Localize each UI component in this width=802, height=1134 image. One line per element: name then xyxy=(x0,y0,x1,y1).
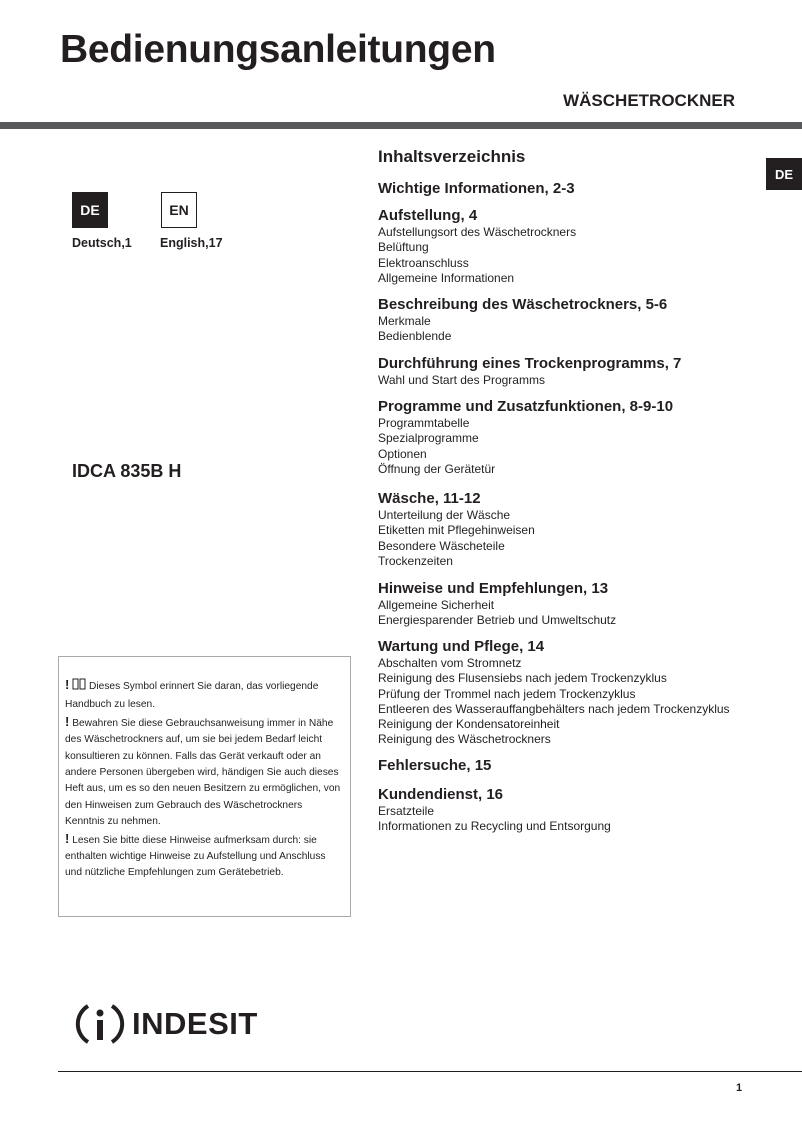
toc-heading[interactable]: Programme und Zusatzfunktionen, 8-9-10 xyxy=(378,398,674,415)
toc-heading[interactable]: Wartung und Pflege, 14 xyxy=(378,638,545,655)
warning-icon: ! xyxy=(65,677,70,692)
toc-item[interactable]: Aufstellungsort des Wäschetrockners xyxy=(378,225,577,239)
toc-heading[interactable]: Durchführung eines Trockenprogramms, 7 xyxy=(378,355,682,372)
toc-heading[interactable]: Wichtige Informationen, 2-3 xyxy=(378,180,575,197)
safety-note-box xyxy=(58,656,351,917)
toc-item[interactable]: Energiesparender Betrieb und Umweltschutz xyxy=(378,613,617,628)
toc-item[interactable]: Entleeren des Wasserauffangbehälters nach jedem Trockenzyklus xyxy=(378,701,730,716)
language-en-label: English,17 xyxy=(160,236,223,250)
toc-item[interactable]: Trockenzeiten xyxy=(378,553,453,568)
toc-section xyxy=(378,580,616,629)
toc-section xyxy=(378,638,730,748)
toc-section xyxy=(378,296,667,345)
toc-item[interactable]: Wahl und Start des Programms xyxy=(378,373,545,387)
note-paragraph: ! Lesen Sie bitte diese Hinweise aufmerksam durch: sie enthalten wichtige Hinweise zu Aufstellung und Anschluss und nützliche Empfehlungen zum Gerätebetrieb. xyxy=(65,830,326,879)
toc-section xyxy=(378,355,681,388)
language-de-box[interactable]: DE xyxy=(72,192,108,228)
toc-section xyxy=(378,180,575,198)
toc-item[interactable]: Reinigung des Flusensiebs nach jedem Trockenzyklus xyxy=(378,671,667,686)
page-title: Bedienungsanleitungen xyxy=(60,28,496,71)
toc-item[interactable]: Besondere Wäscheteile xyxy=(378,538,505,553)
toc-item[interactable]: Unterteilung der Wäsche xyxy=(378,508,511,522)
toc-item[interactable]: Informationen zu Recycling und Entsorgung xyxy=(378,819,611,834)
toc-section xyxy=(378,786,611,835)
note-paragraph: ! Dieses Symbol erinnert Sie daran, das vorliegende Handbuch zu lesen. xyxy=(65,677,319,711)
toc-heading[interactable]: Kundendienst, 16 xyxy=(378,786,504,803)
toc-item[interactable]: Prüfung der Trommel nach jedem Trockenzyklus xyxy=(378,686,636,701)
footer-divider xyxy=(58,1071,802,1072)
indesit-logo xyxy=(74,1000,258,1048)
language-side-tab: DE xyxy=(766,158,802,190)
language-de-label: Deutsch,1 xyxy=(72,236,132,250)
toc-item[interactable]: Reinigung der Kondensatoreinheit xyxy=(378,717,560,732)
toc-item[interactable]: Belüftung xyxy=(378,240,429,255)
model-number: IDCA 835B H xyxy=(72,461,182,481)
brand-name: INDESIT xyxy=(132,1006,258,1041)
warning-icon: ! xyxy=(65,713,70,729)
toc-item[interactable]: Programmtabelle xyxy=(378,416,470,430)
toc-section xyxy=(378,490,535,569)
product-type: WÄSCHETROCKNER xyxy=(563,91,735,110)
book-icon xyxy=(72,677,86,697)
toc-heading[interactable]: Fehlersuche, 15 xyxy=(378,757,492,774)
toc-item[interactable]: Optionen xyxy=(378,446,427,461)
toc-section xyxy=(378,207,576,286)
language-en-box[interactable]: EN xyxy=(161,192,197,228)
toc-item[interactable]: Elektroanschluss xyxy=(378,255,469,270)
brand-logo-icon xyxy=(74,1000,126,1048)
toc-heading[interactable]: Hinweise und Empfehlungen, 13 xyxy=(378,580,609,597)
toc-item[interactable]: Ersatzteile xyxy=(378,804,435,818)
toc-item[interactable]: Abschalten vom Stromnetz xyxy=(378,656,522,670)
note-paragraph: ! Bewahren Sie diese Gebrauchsanweisung immer in Nähe des Wäschetrockners auf, um sie bei jedem Bedarf leicht konsultieren zu können. Falls das Gerät verkauft oder an andere Personen übergeben wird, händigen Sie auch dieses Heft aus, um es so den neuen Besitzern zu ermöglichen, von den Hinweisen zum Gebrauch des Wäschetrockners Kenntnis zu nehmen. xyxy=(65,713,341,828)
toc-item[interactable]: Bedienblende xyxy=(378,329,452,344)
toc-item[interactable]: Merkmale xyxy=(378,314,431,328)
page-number: 1 xyxy=(736,1082,743,1094)
toc-section xyxy=(378,398,673,477)
warning-icon: ! xyxy=(65,830,70,846)
toc-heading[interactable]: Wäsche, 11-12 xyxy=(378,490,481,507)
toc-section xyxy=(378,757,491,775)
toc-heading[interactable]: Beschreibung des Wäschetrockners, 5-6 xyxy=(378,296,668,313)
toc-heading[interactable]: Aufstellung, 4 xyxy=(378,207,478,224)
toc-item[interactable]: Öffnung der Gerätetür xyxy=(378,461,496,476)
toc-item[interactable]: Etiketten mit Pflegehinweisen xyxy=(378,523,535,538)
toc-item[interactable]: Allgemeine Informationen xyxy=(378,270,515,285)
toc-title: Inhaltsverzeichnis xyxy=(378,147,526,166)
toc-item[interactable]: Spezialprogramme xyxy=(378,431,479,446)
header-divider xyxy=(0,122,802,129)
toc-item[interactable]: Allgemeine Sicherheit xyxy=(378,598,495,612)
toc-item[interactable]: Reinigung des Wäschetrockners xyxy=(378,732,551,747)
